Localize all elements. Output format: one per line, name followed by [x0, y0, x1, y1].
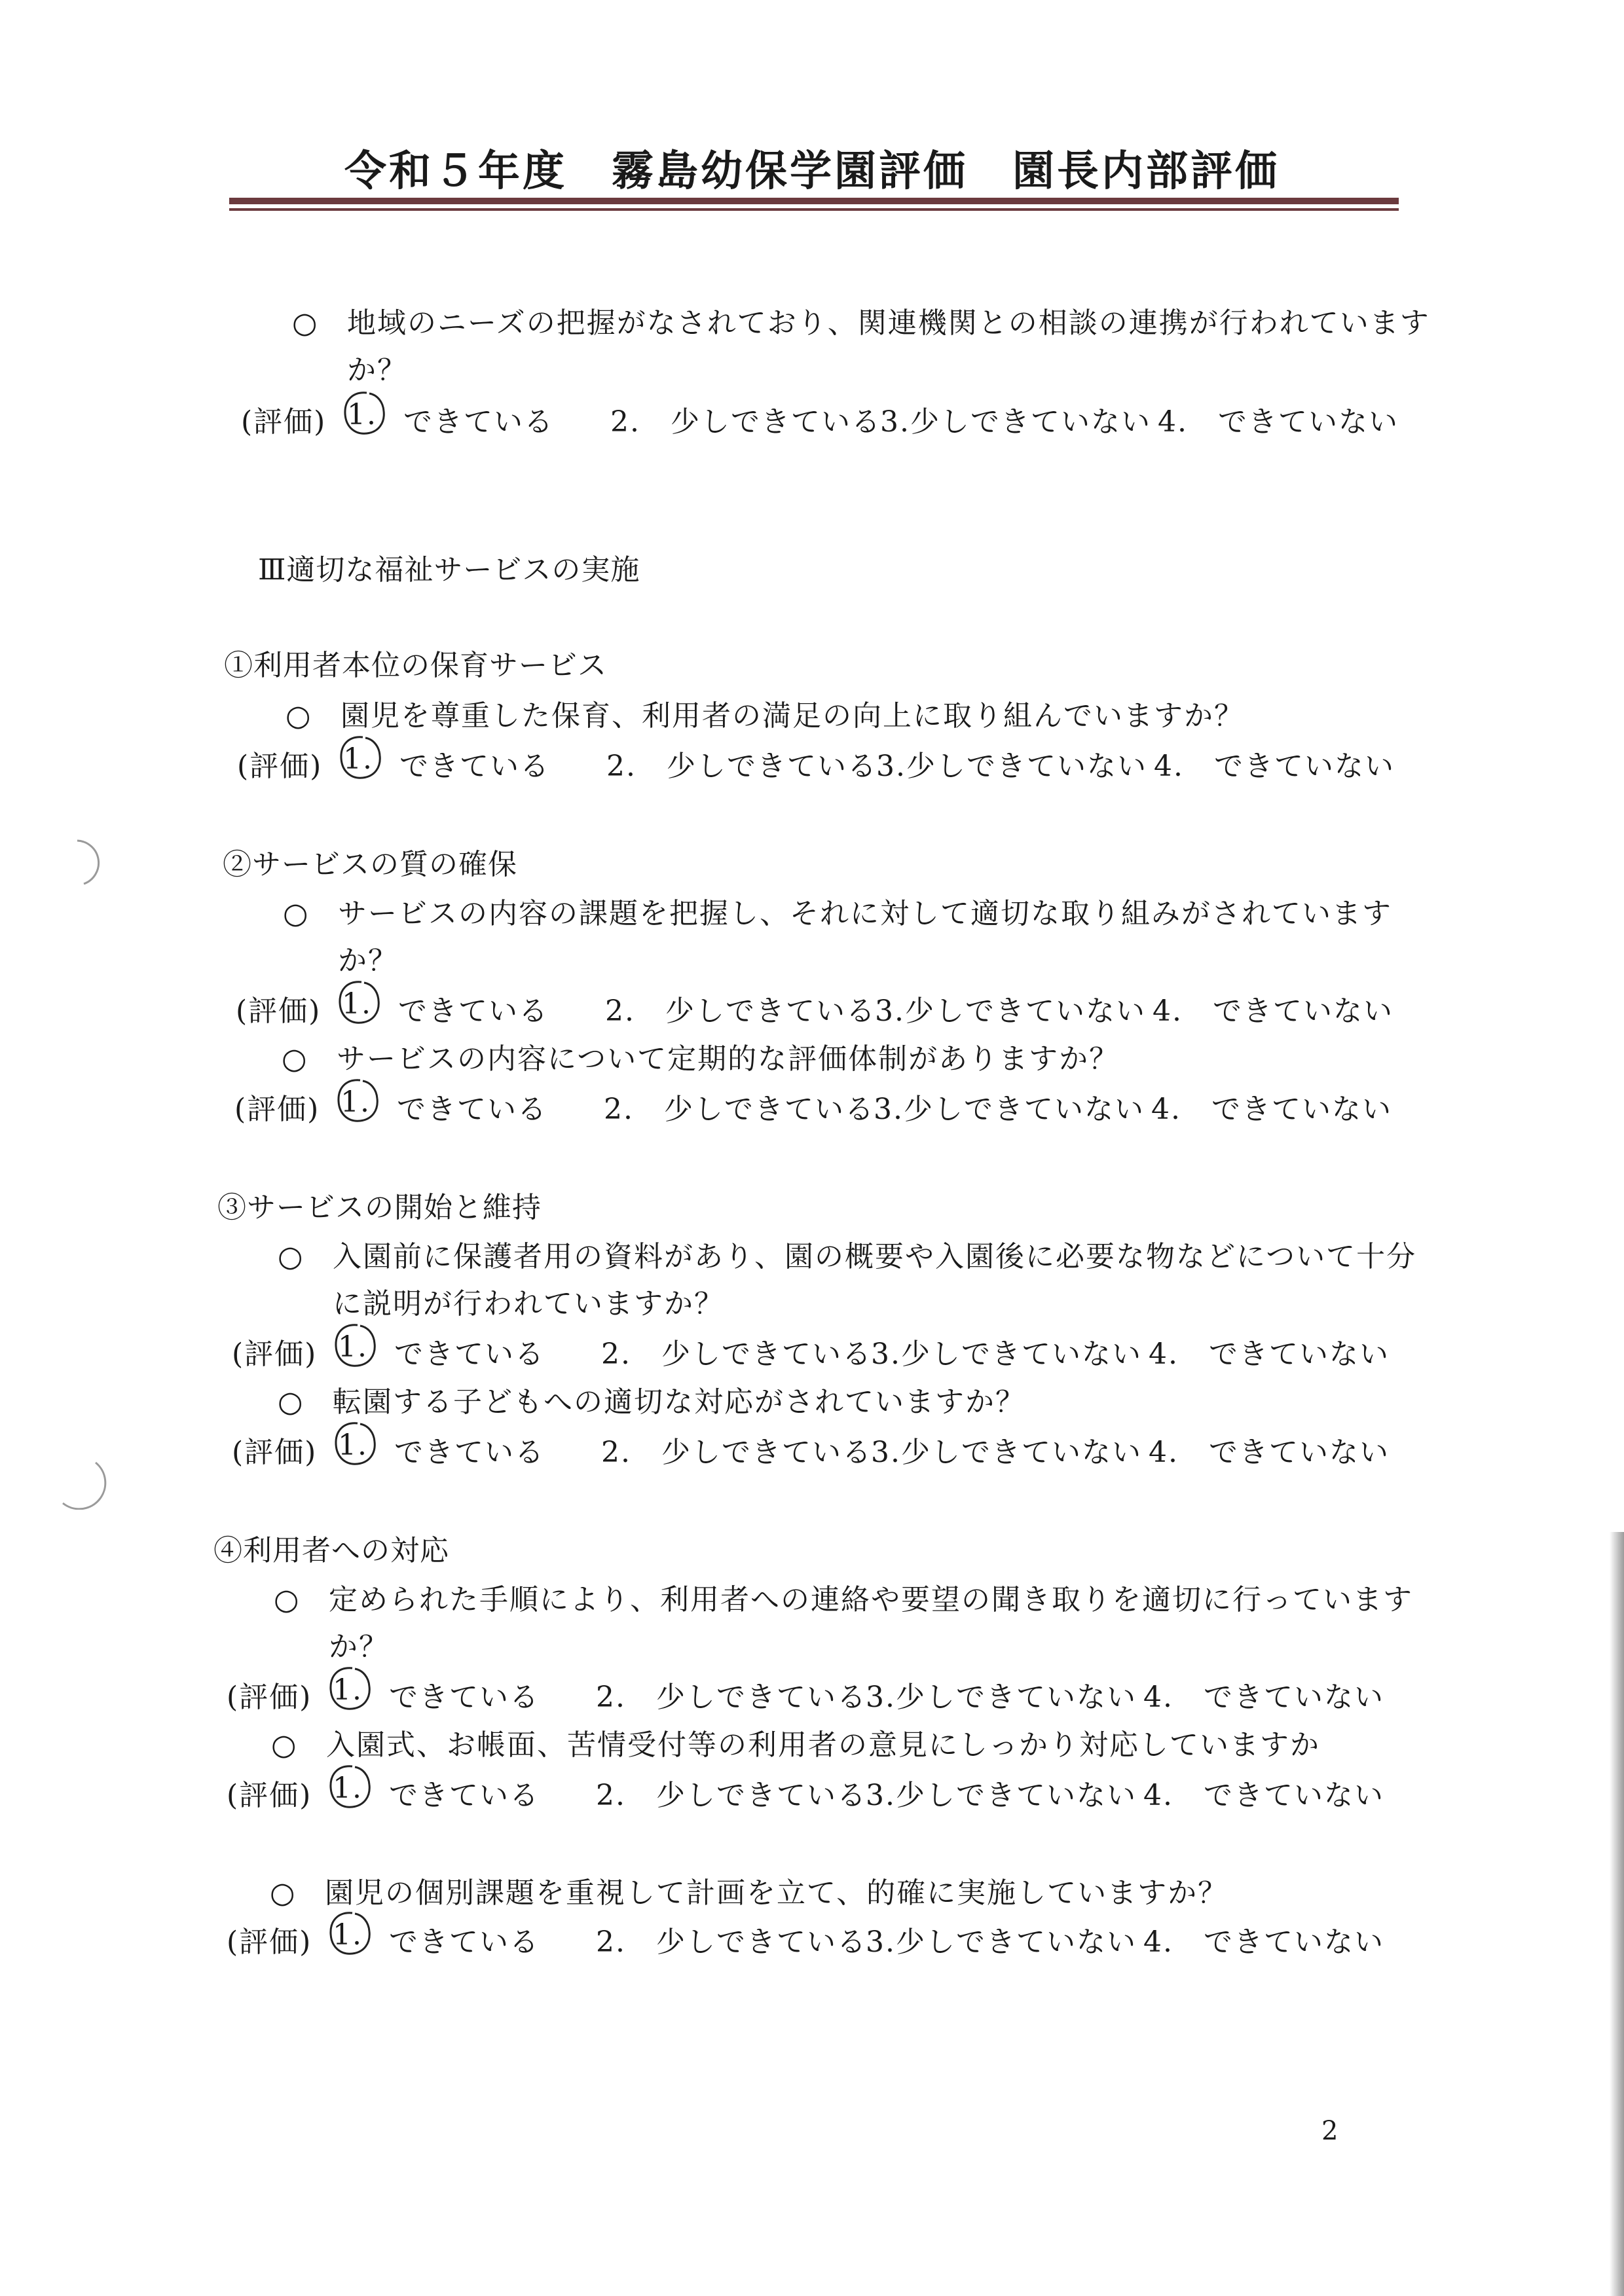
punch-hole-icon [55, 1457, 107, 1510]
rating-option-3: 3.少しできていない [866, 1681, 1137, 1714]
rating-option-1-text: できている [398, 994, 549, 1028]
question-1-1 [286, 693, 1438, 740]
rating-option-1: 1. [338, 1429, 368, 1462]
question-3-2 [278, 1379, 1430, 1426]
bullet-icon: ○ [278, 1385, 304, 1419]
rating-option-1-text: できている [389, 1779, 540, 1812]
rating-option-1-text: できている [397, 1093, 547, 1126]
bullet-icon: ○ [282, 1042, 308, 1076]
question-text: 地域のニーズの把握がなされており、関連機関との相談の連携が行われていますか？ [347, 306, 1430, 387]
rating-row-community [241, 398, 1399, 445]
bullet-icon: ○ [274, 1583, 301, 1616]
rating-row-2-2 [234, 1085, 1392, 1133]
subsection-heading-4: ④利用者への対応 [213, 1534, 449, 1567]
selected-rating-circle [326, 1909, 375, 1958]
rating-label: (評価) [232, 1436, 318, 1469]
rating-option-1-text: できている [403, 405, 554, 439]
question-text: 転園する子どもへの適切な対応がされていますか？ [333, 1385, 1025, 1419]
selected-rating-circle [341, 389, 389, 437]
rating-option-3: 3.少しできていない [875, 994, 1146, 1028]
rating-option-4: 4. できていない [1154, 750, 1395, 783]
rating-option-2: 2. 少しできている [605, 994, 876, 1028]
rating-option-4: 4. できていない [1158, 405, 1399, 439]
rating-option-1-text: できている [394, 1338, 545, 1371]
rating-option-4: 4. できていない [1149, 1436, 1390, 1469]
selected-rating-circle [335, 978, 384, 1027]
rating-label: (評価) [227, 1779, 312, 1812]
rating-option-1-text: できている [389, 1681, 540, 1714]
title-rule-thick [229, 198, 1399, 204]
rating-label: (評価) [234, 1093, 320, 1126]
bullet-icon: ○ [292, 306, 319, 340]
rating-option-1-text: できている [389, 1925, 540, 1959]
rating-label: (評価) [236, 994, 322, 1028]
rating-option-4: 4. できていない [1143, 1779, 1384, 1812]
rating-label: (評価) [232, 1338, 318, 1371]
rating-option-4: 4. できていない [1143, 1925, 1384, 1959]
rating-option-3: 3.少しできていない [871, 1338, 1142, 1371]
selected-rating-circle [334, 1076, 382, 1125]
question-text: 園児の個別課題を重視して計画を立て、的確に実施していますか？ [325, 1876, 1228, 1910]
rating-label: (評価) [227, 1681, 312, 1714]
rating-option-2: 2. 少しできている [601, 1436, 872, 1469]
rating-option-1-text: できている [399, 750, 550, 783]
rating-option-1: 1. [333, 1772, 363, 1805]
rating-option-1: 1. [333, 1918, 363, 1952]
question-text: サービスの内容について定期的な評価体制がありますか？ [337, 1042, 1120, 1076]
bullet-icon: ○ [283, 897, 310, 930]
selected-rating-circle [331, 1321, 380, 1370]
rating-row-4-1 [227, 1673, 1384, 1721]
rating-option-1: 1. [333, 1673, 363, 1707]
rating-option-3: 3.少しできていない [880, 405, 1151, 439]
rating-label: (評価) [227, 1925, 312, 1959]
rating-option-3: 3.少しできていない [876, 750, 1147, 783]
question-text: サービスの内容の課題を把握し、それに対して適切な取り組みがされていますか？ [338, 897, 1392, 977]
bullet-icon: ○ [278, 1240, 304, 1273]
rating-option-3: 3.少しできていない [871, 1436, 1142, 1469]
page-title: 令和５年度 霧島幼保学園評価 園長内部評価 [344, 147, 1280, 196]
rating-option-2: 2. 少しできている [596, 1925, 867, 1959]
selected-rating-circle [337, 733, 385, 782]
question-text: 定められた手順により、利用者への連絡や要望の聞き取りを適切に行っていますか？ [329, 1583, 1413, 1664]
title-rule-thin [229, 208, 1399, 211]
question-4-2 [271, 1722, 1424, 1769]
rating-option-3: 3.少しできていない [866, 1925, 1137, 1959]
question-text: 入園前に保護者用の資料があり、園の概要や入園後に必要な物などについて十分に説明が行われていますか？ [333, 1240, 1417, 1321]
page-number: 2 [1321, 2116, 1338, 2146]
selected-rating-circle [326, 1664, 375, 1713]
rating-option-1-text: できている [394, 1436, 545, 1469]
rating-option-2: 2. 少しできている [601, 1338, 872, 1371]
rating-option-1: 1. [347, 398, 377, 431]
rating-row-3-1 [232, 1330, 1390, 1377]
rating-option-1: 1. [341, 1085, 371, 1119]
question-4-3 [270, 1870, 1422, 1917]
rating-option-2: 2. 少しできている [596, 1681, 867, 1714]
question-2-2 [282, 1036, 1434, 1083]
rating-row-4-2 [227, 1772, 1384, 1819]
rating-option-4: 4. できていない [1149, 1338, 1390, 1371]
rating-option-2: 2. 少しできている [596, 1779, 867, 1812]
subsection-heading-3: ③サービスの開始と維持 [217, 1191, 542, 1224]
scan-edge-shadow [1610, 1532, 1624, 2296]
rating-option-1: 1. [343, 742, 373, 776]
rating-option-2: 2. 少しできている [610, 405, 881, 439]
question-3-1 [278, 1233, 1430, 1328]
question-2-1 [283, 890, 1435, 985]
rating-option-4: 4. できていない [1151, 1093, 1392, 1126]
rating-label: (評価) [241, 405, 327, 439]
rating-row-4-3 [227, 1918, 1384, 1965]
question-community [292, 300, 1445, 394]
question-text: 園児を尊重した保育、利用者の満足の向上に取り組んでいますか？ [341, 699, 1244, 733]
section-heading-3: Ⅲ適切な福祉サービスの実施 [258, 553, 640, 587]
bullet-icon: ○ [270, 1876, 297, 1910]
rating-option-1: 1. [338, 1330, 368, 1364]
rating-option-2: 2. 少しできている [604, 1093, 875, 1126]
rating-label: (評価) [237, 750, 323, 783]
rating-row-1-1 [237, 742, 1395, 790]
rating-option-3: 3.少しできていない [874, 1093, 1145, 1126]
question-text: 入園式、お帳面、苦情受付等の利用者の意見にしっかり対応していますか [326, 1728, 1320, 1762]
rating-row-2-1 [236, 987, 1393, 1034]
subsection-heading-2: ②サービスの質の確保 [223, 848, 517, 881]
punch-hole-icon [58, 837, 110, 889]
rating-option-3: 3.少しできていない [866, 1779, 1137, 1812]
bullet-icon: ○ [286, 699, 312, 733]
rating-option-2: 2. 少しできている [606, 750, 877, 783]
bullet-icon: ○ [271, 1728, 298, 1762]
rating-row-3-2 [232, 1429, 1390, 1476]
rating-option-4: 4. できていない [1153, 994, 1393, 1028]
subsection-heading-1: ①利用者本位の保育サービス [224, 649, 607, 682]
selected-rating-circle [331, 1419, 380, 1468]
selected-rating-circle [326, 1762, 375, 1811]
rating-option-1: 1. [342, 987, 372, 1021]
question-4-1 [274, 1576, 1426, 1671]
rating-option-4: 4. できていない [1143, 1681, 1384, 1714]
